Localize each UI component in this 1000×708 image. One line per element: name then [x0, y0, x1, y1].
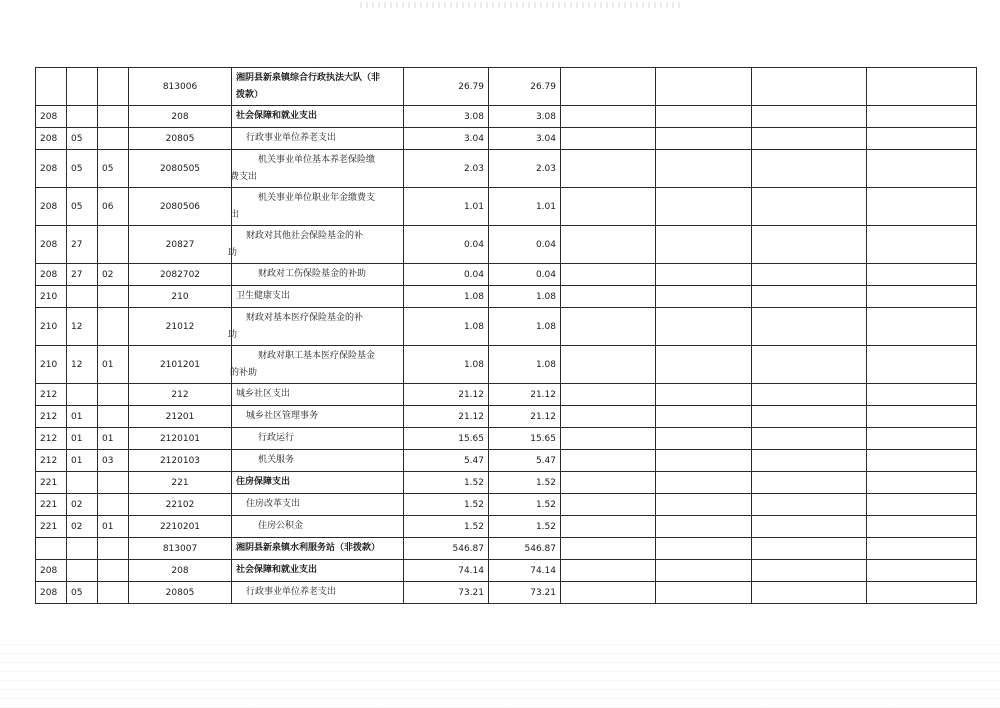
total-amount-cell: 1.08 — [404, 346, 489, 384]
subject-name-line: 财政对工伤保险基金的补助 — [258, 269, 367, 279]
basic-amount-cell: 1.08 — [489, 308, 561, 346]
basic-amount-cell: 73.21 — [489, 582, 561, 604]
kuan-code-cell — [67, 68, 98, 106]
kuan-code-cell: 01 — [67, 428, 98, 450]
xiang-code-cell — [98, 128, 129, 150]
xiang-code-cell — [98, 308, 129, 346]
basic-amount-cell: 21.12 — [489, 384, 561, 406]
empty-cell — [561, 150, 656, 188]
empty-cell — [867, 450, 977, 472]
empty-cell — [656, 308, 752, 346]
xiang-code-cell — [98, 494, 129, 516]
empty-cell — [561, 472, 656, 494]
subject-name-line: 卫生健康支出 — [236, 291, 291, 301]
kuan-code-cell: 05 — [67, 582, 98, 604]
class-code-cell: 212 — [36, 406, 67, 428]
class-code-cell: 208 — [36, 106, 67, 128]
basic-amount-cell: 5.47 — [489, 450, 561, 472]
total-amount-cell: 1.08 — [404, 286, 489, 308]
total-amount-cell: 5.47 — [404, 450, 489, 472]
empty-cell — [867, 472, 977, 494]
empty-cell — [867, 150, 977, 188]
empty-cell — [561, 106, 656, 128]
basic-amount-cell: 1.08 — [489, 286, 561, 308]
subject-name-cell — [232, 582, 404, 604]
empty-cell — [656, 494, 752, 516]
empty-cell — [752, 450, 867, 472]
empty-cell — [752, 188, 867, 226]
empty-cell — [561, 516, 656, 538]
total-amount-cell: 26.79 — [404, 68, 489, 106]
subject-name-cell — [232, 68, 404, 106]
subject-code-cell: 20805 — [129, 582, 232, 604]
subject-code-cell: 21012 — [129, 308, 232, 346]
empty-cell — [656, 68, 752, 106]
subject-code-cell: 20805 — [129, 128, 232, 150]
class-code-cell: 212 — [36, 428, 67, 450]
empty-cell — [752, 346, 867, 384]
total-amount-cell: 1.52 — [404, 472, 489, 494]
empty-cell — [656, 188, 752, 226]
empty-cell — [752, 582, 867, 604]
basic-amount-cell: 2.03 — [489, 150, 561, 188]
total-amount-cell: 15.65 — [404, 428, 489, 450]
kuan-code-cell: 01 — [67, 450, 98, 472]
empty-cell — [752, 538, 867, 560]
class-code-cell: 210 — [36, 308, 67, 346]
empty-cell — [561, 346, 656, 384]
table-row — [36, 286, 977, 308]
subject-name-cell — [228, 226, 404, 264]
empty-cell — [752, 308, 867, 346]
empty-cell — [752, 428, 867, 450]
kuan-code-cell: 01 — [67, 406, 98, 428]
empty-cell — [656, 516, 752, 538]
subject-code-cell: 813006 — [129, 68, 232, 106]
total-amount-cell: 1.52 — [404, 516, 489, 538]
empty-cell — [867, 516, 977, 538]
subject-code-cell: 2101201 — [129, 346, 232, 384]
total-amount-cell: 21.12 — [404, 384, 489, 406]
xiang-code-cell: 01 — [98, 346, 129, 384]
subject-code-cell: 2120103 — [129, 450, 232, 472]
subject-name-cell — [228, 308, 404, 346]
basic-amount-cell: 21.12 — [489, 406, 561, 428]
subject-name-line: 财政对基本医疗保险基金的补 — [246, 312, 364, 323]
subject-name-line: 住房保障支出 — [236, 477, 291, 487]
table-row — [36, 188, 977, 226]
basic-amount-cell: 1.52 — [489, 516, 561, 538]
subject-code-cell: 210 — [129, 286, 232, 308]
empty-cell — [867, 406, 977, 428]
empty-cell — [561, 538, 656, 560]
subject-code-cell: 221 — [129, 472, 232, 494]
total-amount-cell: 73.21 — [404, 582, 489, 604]
subject-name-cell — [232, 538, 404, 560]
subject-name-line: 湘阴县新泉镇综合行政执法大队（非 — [236, 72, 381, 83]
subject-name-cell — [232, 264, 404, 286]
class-code-cell: 208 — [36, 150, 67, 188]
subject-name-cell — [232, 384, 404, 406]
empty-cell — [656, 560, 752, 582]
table-row — [36, 450, 977, 472]
empty-cell — [867, 68, 977, 106]
basic-amount-cell: 1.08 — [489, 346, 561, 384]
kuan-code-cell: 27 — [67, 264, 98, 286]
table-row — [36, 406, 977, 428]
empty-cell — [656, 128, 752, 150]
kuan-code-cell — [67, 106, 98, 128]
basic-amount-cell: 546.87 — [489, 538, 561, 560]
empty-cell — [561, 582, 656, 604]
kuan-code-cell — [67, 538, 98, 560]
xiang-code-cell: 01 — [98, 516, 129, 538]
table-row — [36, 428, 977, 450]
empty-cell — [867, 494, 977, 516]
subject-name-cell — [232, 286, 404, 308]
empty-cell — [867, 582, 977, 604]
empty-cell — [561, 286, 656, 308]
xiang-code-cell — [98, 560, 129, 582]
empty-cell — [752, 406, 867, 428]
kuan-code-cell: 02 — [67, 516, 98, 538]
subject-code-cell: 208 — [129, 560, 232, 582]
subject-name-line: 行政事业单位养老支出 — [246, 587, 337, 597]
subject-name-line: 城乡社区管理事务 — [246, 411, 319, 421]
kuan-code-cell: 27 — [67, 226, 98, 264]
kuan-code-cell: 05 — [67, 128, 98, 150]
class-code-cell: 208 — [36, 582, 67, 604]
xiang-code-cell — [98, 68, 129, 106]
class-code-cell: 208 — [36, 560, 67, 582]
class-code-cell: 210 — [36, 286, 67, 308]
xiang-code-cell — [98, 286, 129, 308]
total-amount-cell: 3.04 — [404, 128, 489, 150]
subject-code-cell: 212 — [129, 384, 232, 406]
empty-cell — [752, 226, 867, 264]
basic-amount-cell: 3.08 — [489, 106, 561, 128]
empty-cell — [561, 188, 656, 226]
empty-cell — [656, 428, 752, 450]
empty-cell — [656, 384, 752, 406]
subject-name-line: 费支出 — [230, 171, 258, 182]
subject-name-line: 社会保障和就业支出 — [236, 565, 318, 575]
xiang-code-cell: 05 — [98, 150, 129, 188]
table-row — [36, 226, 977, 264]
kuan-code-cell: 12 — [67, 346, 98, 384]
empty-cell — [656, 538, 752, 560]
total-amount-cell: 3.08 — [404, 106, 489, 128]
subject-code-cell: 21201 — [129, 406, 232, 428]
empty-cell — [752, 384, 867, 406]
basic-amount-cell: 0.04 — [489, 226, 561, 264]
budget-table — [35, 67, 977, 604]
basic-amount-cell: 74.14 — [489, 560, 561, 582]
basic-amount-cell: 1.52 — [489, 472, 561, 494]
empty-cell — [656, 450, 752, 472]
total-amount-cell: 0.04 — [404, 264, 489, 286]
basic-amount-cell: 3.04 — [489, 128, 561, 150]
table-row — [36, 516, 977, 538]
kuan-code-cell: 02 — [67, 494, 98, 516]
empty-cell — [867, 560, 977, 582]
kuan-code-cell — [67, 560, 98, 582]
empty-cell — [561, 264, 656, 286]
kuan-code-cell — [67, 472, 98, 494]
basic-amount-cell: 26.79 — [489, 68, 561, 106]
empty-cell — [561, 450, 656, 472]
class-code-cell: 210 — [36, 346, 67, 384]
empty-cell — [561, 226, 656, 264]
subject-code-cell: 22102 — [129, 494, 232, 516]
table-row — [36, 582, 977, 604]
subject-code-cell: 813007 — [129, 538, 232, 560]
class-code-cell: 221 — [36, 494, 67, 516]
subject-name-line: 助 — [228, 247, 238, 258]
xiang-code-cell — [98, 384, 129, 406]
class-code-cell: 221 — [36, 472, 67, 494]
scan-artifact-top — [360, 2, 680, 8]
scan-artifact-bottom — [0, 640, 1000, 708]
empty-cell — [561, 384, 656, 406]
kuan-code-cell — [67, 286, 98, 308]
total-amount-cell: 2.03 — [404, 150, 489, 188]
empty-cell — [867, 346, 977, 384]
subject-name-cell — [232, 346, 404, 384]
table-body — [36, 68, 977, 604]
subject-name-line: 的补助 — [230, 367, 258, 378]
basic-amount-cell: 1.52 — [489, 494, 561, 516]
total-amount-cell: 546.87 — [404, 538, 489, 560]
kuan-code-cell: 05 — [67, 150, 98, 188]
empty-cell — [752, 560, 867, 582]
subject-code-cell: 2080506 — [129, 188, 232, 226]
total-amount-cell: 1.52 — [404, 494, 489, 516]
table-row — [36, 472, 977, 494]
table-row — [36, 560, 977, 582]
table-row — [36, 264, 977, 286]
empty-cell — [752, 472, 867, 494]
empty-cell — [561, 406, 656, 428]
empty-cell — [752, 106, 867, 128]
subject-code-cell: 2080505 — [129, 150, 232, 188]
subject-name-line: 出 — [230, 209, 240, 220]
subject-name-line: 机关服务 — [258, 455, 295, 465]
empty-cell — [656, 346, 752, 384]
subject-name-line: 财政对其他社会保险基金的补 — [246, 230, 364, 241]
xiang-code-cell: 02 — [98, 264, 129, 286]
xiang-code-cell: 01 — [98, 428, 129, 450]
empty-cell — [561, 308, 656, 346]
class-code-cell: 212 — [36, 450, 67, 472]
xiang-code-cell — [98, 538, 129, 560]
subject-name-line: 住房公积金 — [258, 521, 304, 531]
total-amount-cell: 1.01 — [404, 188, 489, 226]
xiang-code-cell — [98, 106, 129, 128]
total-amount-cell: 0.04 — [404, 226, 489, 264]
table-row — [36, 494, 977, 516]
empty-cell — [561, 68, 656, 106]
subject-name-cell — [232, 472, 404, 494]
subject-name-line: 社会保障和就业支出 — [236, 111, 318, 121]
table-row — [36, 106, 977, 128]
subject-code-cell: 20827 — [129, 226, 232, 264]
table-row — [36, 128, 977, 150]
subject-code-cell: 2082702 — [129, 264, 232, 286]
empty-cell — [752, 516, 867, 538]
empty-cell — [752, 128, 867, 150]
xiang-code-cell — [98, 226, 129, 264]
empty-cell — [867, 286, 977, 308]
class-code-cell — [36, 68, 67, 106]
empty-cell — [656, 406, 752, 428]
empty-cell — [752, 264, 867, 286]
empty-cell — [867, 428, 977, 450]
subject-name-line: 机关事业单位基本养老保险缴 — [258, 154, 376, 165]
basic-amount-cell: 15.65 — [489, 428, 561, 450]
empty-cell — [752, 286, 867, 308]
empty-cell — [867, 384, 977, 406]
subject-name-cell — [232, 150, 404, 188]
empty-cell — [867, 106, 977, 128]
basic-amount-cell: 1.01 — [489, 188, 561, 226]
subject-name-line: 城乡社区支出 — [236, 389, 291, 399]
class-code-cell: 221 — [36, 516, 67, 538]
kuan-code-cell: 05 — [67, 188, 98, 226]
kuan-code-cell: 12 — [67, 308, 98, 346]
subject-code-cell: 2120101 — [129, 428, 232, 450]
empty-cell — [656, 106, 752, 128]
empty-cell — [656, 582, 752, 604]
empty-cell — [752, 150, 867, 188]
table-row — [36, 384, 977, 406]
xiang-code-cell — [98, 406, 129, 428]
total-amount-cell: 74.14 — [404, 560, 489, 582]
class-code-cell — [36, 538, 67, 560]
subject-name-line: 湘阴县新泉镇水利服务站（非拨款） — [236, 543, 381, 553]
table-row — [36, 68, 977, 106]
empty-cell — [561, 128, 656, 150]
table-row — [36, 538, 977, 560]
kuan-code-cell — [67, 384, 98, 406]
empty-cell — [561, 494, 656, 516]
empty-cell — [656, 286, 752, 308]
class-code-cell: 208 — [36, 226, 67, 264]
empty-cell — [656, 264, 752, 286]
subject-code-cell: 2210201 — [129, 516, 232, 538]
subject-name-cell — [232, 516, 404, 538]
empty-cell — [561, 560, 656, 582]
class-code-cell: 208 — [36, 188, 67, 226]
subject-name-line: 财政对职工基本医疗保险基金 — [258, 350, 376, 361]
subject-name-cell — [232, 188, 404, 226]
empty-cell — [867, 538, 977, 560]
subject-name-cell — [232, 450, 404, 472]
subject-name-line: 助 — [228, 329, 238, 340]
xiang-code-cell: 03 — [98, 450, 129, 472]
subject-code-cell: 208 — [129, 106, 232, 128]
subject-name-cell — [232, 128, 404, 150]
subject-name-cell — [232, 428, 404, 450]
empty-cell — [561, 428, 656, 450]
subject-name-line: 行政运行 — [258, 433, 295, 443]
empty-cell — [656, 150, 752, 188]
empty-cell — [752, 68, 867, 106]
table-row — [36, 150, 977, 188]
basic-amount-cell: 0.04 — [489, 264, 561, 286]
empty-cell — [867, 308, 977, 346]
class-code-cell: 208 — [36, 128, 67, 150]
empty-cell — [867, 226, 977, 264]
subject-name-cell — [232, 494, 404, 516]
empty-cell — [656, 226, 752, 264]
xiang-code-cell — [98, 472, 129, 494]
table-row — [36, 346, 977, 384]
subject-name-line: 机关事业单位职业年金缴费支 — [258, 192, 376, 203]
subject-name-line: 拨款） — [236, 89, 264, 100]
class-code-cell: 212 — [36, 384, 67, 406]
empty-cell — [656, 472, 752, 494]
subject-name-cell — [232, 560, 404, 582]
subject-name-line: 住房改革支出 — [246, 499, 301, 509]
subject-name-line: 行政事业单位养老支出 — [246, 133, 337, 143]
class-code-cell: 208 — [36, 264, 67, 286]
empty-cell — [752, 494, 867, 516]
table-row — [36, 308, 977, 346]
xiang-code-cell — [98, 582, 129, 604]
subject-name-cell — [232, 406, 404, 428]
total-amount-cell: 21.12 — [404, 406, 489, 428]
empty-cell — [867, 188, 977, 226]
xiang-code-cell: 06 — [98, 188, 129, 226]
total-amount-cell: 1.08 — [404, 308, 489, 346]
empty-cell — [867, 128, 977, 150]
subject-name-cell — [232, 106, 404, 128]
empty-cell — [867, 264, 977, 286]
